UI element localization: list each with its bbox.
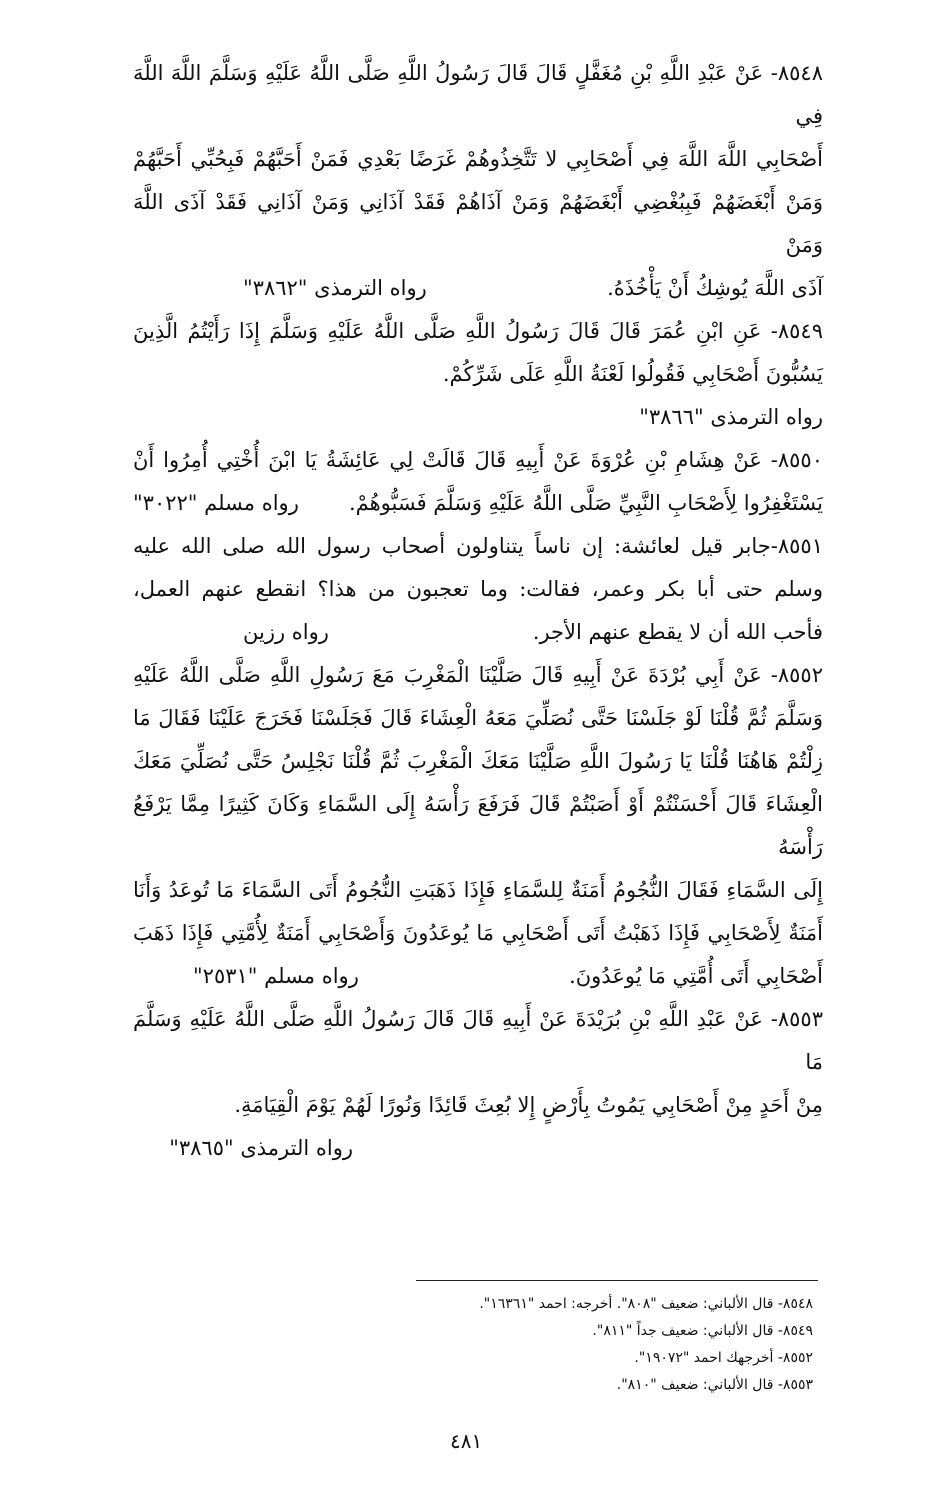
text-line: إِلَى السَّمَاءِ فَقَالَ النُّجُومُ أَمَنَةٌ لِلسَّمَاءِ فَإِذَا ذَهَبَتِ النُّجُومُ أَتَى السَّمَاءَ مَا تُوعَدُ وَأَنَا xyxy=(133,878,823,902)
footnote: ٨٥٤٩- قال الألباني: ضعيف جداً "٨١١". xyxy=(592,1323,813,1339)
text-line: ٨٥٥١-جابر قيل لعائشة: إن ناساً يتناولون أصحاب رسول الله صلى الله عليه xyxy=(133,534,823,558)
text-line xyxy=(133,482,823,525)
source-citation: رواه رزين xyxy=(243,620,329,644)
footnote: ٨٥٥٣- قال الألباني: ضعيف "٨١٠". xyxy=(616,1377,813,1393)
text-line: ٨٥٥٣- عَنْ عَبْدِ اللَّهِ بْنِ بُرَيْدَةَ عَنْ أَبِيهِ قَالَ قَالَ رَسُولُ اللَّهِ صَلَّى اللَّهُ عَلَيْهِ وَسَلَّمَ مَا xyxy=(133,1007,823,1074)
text-line: ٨٥٥٠- عَنْ هِشَامِ بْنِ عُرْوَةَ عَنْ أَبِيهِ قَالَ قَالَتْ لِي عَائِشَةُ يَا ابْنَ أُخْتِي أُمِرُوا أَنْ xyxy=(133,448,823,472)
text-line: زِلْتُمْ هَاهُنَا قُلْنَا يَا رَسُولَ اللَّهِ صَلَّيْنَا مَعَكَ الْمَغْرِبَ ثُمَّ قُلْنَا نَجْلِسُ حَتَّى نُصَلِّيَ مَعَكَ xyxy=(133,749,823,773)
source-citation: رواه مسلم "٢٥٣١" xyxy=(193,964,359,988)
text-line: ٨٥٤٨- عَنْ عَبْدِ اللَّهِ بْنِ مُغَفَّلٍ قَالَ قَالَ رَسُولُ اللَّهِ صَلَّى اللَّهُ عَلَيْهِ وَسَلَّمَ اللَّهَ اللَّهَ فِي xyxy=(133,61,823,128)
footnote: ٨٥٥٢- أخرجهك احمد "١٩٠٧٢". xyxy=(634,1350,813,1366)
text-line: وَسَلَّمَ ثُمَّ قُلْنَا لَوْ جَلَسْنَا حَتَّى نُصَلِّيَ مَعَهُ الْعِشَاءَ قَالَ فَجَلَسْنَا فَخَرَجَ عَلَيْنَا فَقَالَ مَا xyxy=(133,706,823,730)
text-line: وسلم حتى أبا بكر وعمر، فقالت: وما تعجبون من هذا؟ انقطع عنهم العمل، xyxy=(133,577,823,601)
text-line xyxy=(133,955,823,998)
line-text: يَسْتَغْفِرُوا لِأَصْحَابِ النَّبِيِّ صَلَّى اللَّهُ عَلَيْهِ وَسَلَّمَ فَسَبُّوهُمْ. xyxy=(348,491,823,515)
text-line xyxy=(133,267,823,310)
source-citation: رواه الترمذى "٣٨٦٢" xyxy=(243,276,427,300)
text-line xyxy=(133,611,823,654)
source-citation: رواه مسلم "٣٠٢٢" xyxy=(133,491,299,515)
text-line xyxy=(133,353,823,439)
footnote: ٨٥٤٨- قال الألباني: ضعيف "٨٠٨". أخرجه: احمد "١٦٣٦١". xyxy=(479,1296,813,1312)
line-text: يَسُبُّونَ أَصْحَابِي فَقُولُوا لَعْنَةُ اللَّهِ عَلَى شَرِّكُمْ. xyxy=(442,362,823,386)
text-line: أَمَنَةٌ لِأَصْحَابِي فَإِذَا ذَهَبْتُ أَتَى أَصْحَابِي مَا يُوعَدُونَ وَأَصْحَابِي أَمَنَةٌ لِأُمَّتِي فَإِذَا ذَهَبَ xyxy=(133,921,823,945)
line-text: فأحب الله أن لا يقطع عنهم الأجر. xyxy=(532,620,823,644)
line-text: آذَى اللَّهَ يُوشِكُ أَنْ يَأْخُذَهُ. xyxy=(607,276,823,300)
text-line: ٨٥٥٢- عَنْ أَبِي بُرْدَةَ عَنْ أَبِيهِ قَالَ صَلَّيْنَا الْمَغْرِبَ مَعَ رَسُولِ اللَّهِ صَلَّى اللَّهُ عَلَيْهِ xyxy=(133,663,823,687)
text-line xyxy=(133,1127,823,1170)
text-line: الْعِشَاءَ قَالَ أَحْسَنْتُمْ أَوْ أَصَبْتُمْ قَالَ فَرَفَعَ رَأْسَهُ إِلَى السَّمَاءِ وَكَانَ كَثِيرًا مِمَّا يَرْفَعُ رَأْسَهُ xyxy=(133,792,823,859)
source-citation: رواه الترمذى "٣٨٦٥" xyxy=(169,1136,353,1160)
text-line: ٨٥٤٩- عَنِ ابْنِ عُمَرَ قَالَ قَالَ رَسُولُ اللَّهِ صَلَّى اللَّهُ عَلَيْهِ وَسَلَّمَ إِذَا رَأَيْتُمُ الَّذِينَ xyxy=(133,319,823,343)
footnotes xyxy=(416,1280,818,1399)
text-line: مِنْ أَحَدٍ مِنْ أَصْحَابِي يَمُوتُ بِأَرْضٍ إِلا بُعِثَ قَائِدًا وَنُورًا لَهُمْ يَوْمَ الْقِيَامَةِ. xyxy=(234,1093,823,1117)
text-line: أَصْحَابِي اللَّهَ اللَّهَ فِي أَصْحَابِي لا تَتَّخِذُوهُمْ غَرَضًا بَعْدِي فَمَنْ أَحَبَّهُمْ فَبِحُبِّي أَحَبَّهُمْ xyxy=(133,147,823,171)
line-text: أَصْحَابِي أَتَى أُمَّتِي مَا يُوعَدُونَ. xyxy=(569,964,823,988)
page-number: ٤٨١ xyxy=(450,1429,483,1453)
hadith-text xyxy=(133,0,823,1170)
source-citation: رواه الترمذى "٣٨٦٦" xyxy=(639,405,823,429)
text-line: وَمَنْ أَبْغَضَهُمْ فَبِبُغْضِي أَبْغَضَهُمْ وَمَنْ آذَاهُمْ فَقَدْ آذَانِي وَمَنْ آذَانِي فَقَدْ آذَى اللَّهَ وَمَنْ xyxy=(133,190,823,257)
